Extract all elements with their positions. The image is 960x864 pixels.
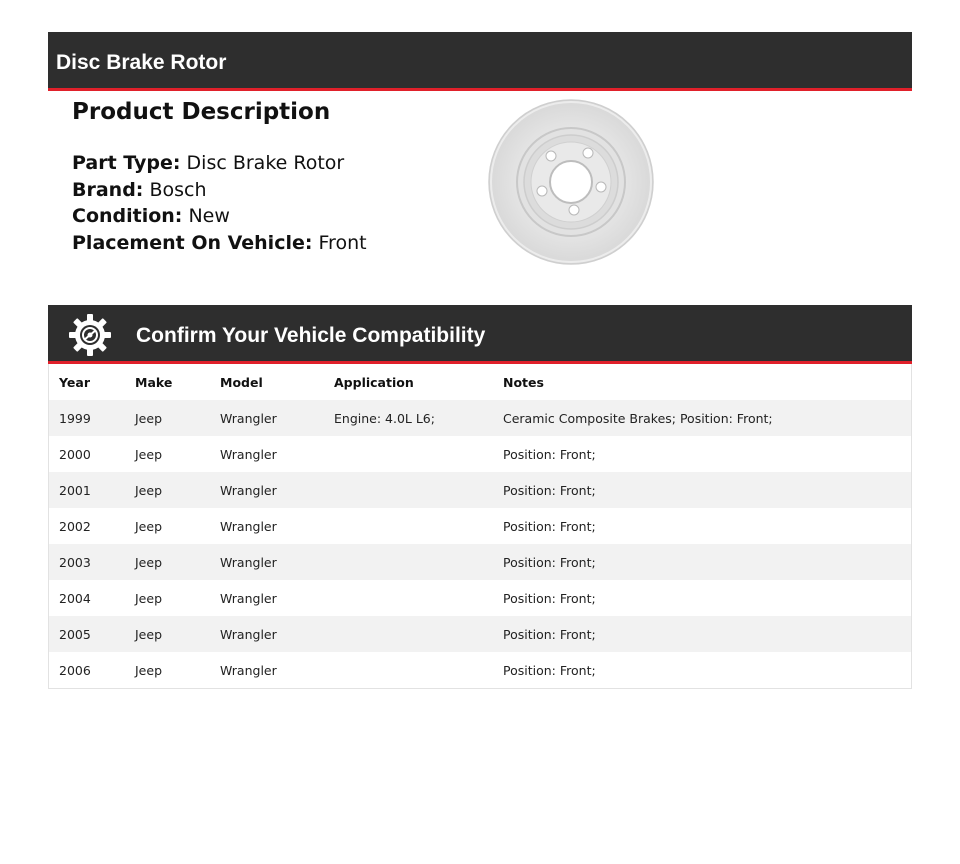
brake-rotor-image (487, 98, 655, 266)
column-header-notes: Notes (503, 374, 544, 390)
cell-notes: Position: Front; (503, 590, 596, 606)
cell-application: Engine: 4.0L L6; (334, 410, 435, 426)
gear-icon (68, 313, 112, 357)
cell-make: Jeep (135, 662, 163, 678)
cell-model: Wrangler (220, 662, 277, 678)
spec-value: Bosch (149, 178, 207, 201)
cell-application (324, 472, 493, 508)
cell-year: 1999 (59, 410, 91, 426)
table-header-row (49, 364, 911, 400)
spec-condition (72, 203, 472, 230)
cell-model: Wrangler (220, 590, 277, 606)
table-row (49, 436, 911, 472)
cell-model: Wrangler (220, 482, 277, 498)
cell-model: Wrangler (220, 626, 277, 642)
table-row (49, 472, 911, 508)
column-header-make: Make (135, 374, 173, 390)
cell-model: Wrangler (220, 554, 277, 570)
compatibility-table (49, 364, 911, 688)
cell-make: Jeep (135, 518, 163, 534)
table-row (49, 544, 911, 580)
cell-notes: Position: Front; (503, 626, 596, 642)
cell-model: Wrangler (220, 410, 277, 426)
cell-application (324, 436, 493, 472)
cell-notes: Ceramic Composite Brakes; Position: Front; (503, 410, 773, 426)
table-row (49, 652, 911, 688)
cell-application (324, 616, 493, 652)
table-row (49, 400, 911, 436)
table-row (49, 508, 911, 544)
cell-model: Wrangler (220, 518, 277, 534)
cell-make: Jeep (135, 590, 163, 606)
cell-model: Wrangler (220, 446, 277, 462)
spec-value: Disc Brake Rotor (186, 152, 345, 174)
description-heading: Product Description (72, 99, 331, 125)
column-header-application: Application (334, 374, 414, 390)
spec-part-type (72, 150, 472, 177)
cell-year: 2005 (59, 626, 91, 642)
spec-label: Placement On Vehicle: (72, 231, 313, 254)
cell-application (324, 508, 493, 544)
spec-value: New (188, 205, 230, 227)
cell-notes: Position: Front; (503, 518, 596, 534)
product-title-banner (48, 32, 912, 91)
cell-application (324, 544, 493, 580)
cell-year: 2004 (59, 590, 91, 606)
cell-year: 2001 (59, 482, 91, 498)
column-header-year: Year (59, 374, 90, 390)
cell-make: Jeep (135, 554, 163, 570)
spec-label: Condition: (72, 205, 183, 227)
table-row (49, 580, 911, 616)
cell-notes: Position: Front; (503, 482, 596, 498)
cell-notes: Position: Front; (503, 554, 596, 570)
cell-notes: Position: Front; (503, 446, 596, 462)
cell-make: Jeep (135, 410, 163, 426)
cell-year: 2003 (59, 554, 91, 570)
compatibility-banner (48, 305, 912, 364)
compatibility-table-container (48, 364, 912, 689)
spec-label: Brand: (72, 178, 144, 201)
cell-make: Jeep (135, 446, 163, 462)
cell-make: Jeep (135, 482, 163, 498)
spec-placement (72, 230, 472, 257)
cell-application (324, 580, 493, 616)
cell-make: Jeep (135, 626, 163, 642)
cell-application (324, 652, 493, 688)
cell-year: 2000 (59, 446, 91, 462)
product-description (72, 96, 472, 256)
product-title: Disc Brake Rotor (56, 51, 227, 74)
cell-year: 2002 (59, 518, 91, 534)
spec-list (72, 150, 472, 256)
spec-brand (72, 177, 472, 204)
column-header-model: Model (220, 374, 263, 390)
spec-label: Part Type: (72, 152, 181, 174)
spec-value: Front (318, 231, 367, 254)
compatibility-title: Confirm Your Vehicle Compatibility (136, 324, 486, 347)
cell-year: 2006 (59, 662, 91, 678)
cell-notes: Position: Front; (503, 662, 596, 678)
table-row (49, 616, 911, 652)
